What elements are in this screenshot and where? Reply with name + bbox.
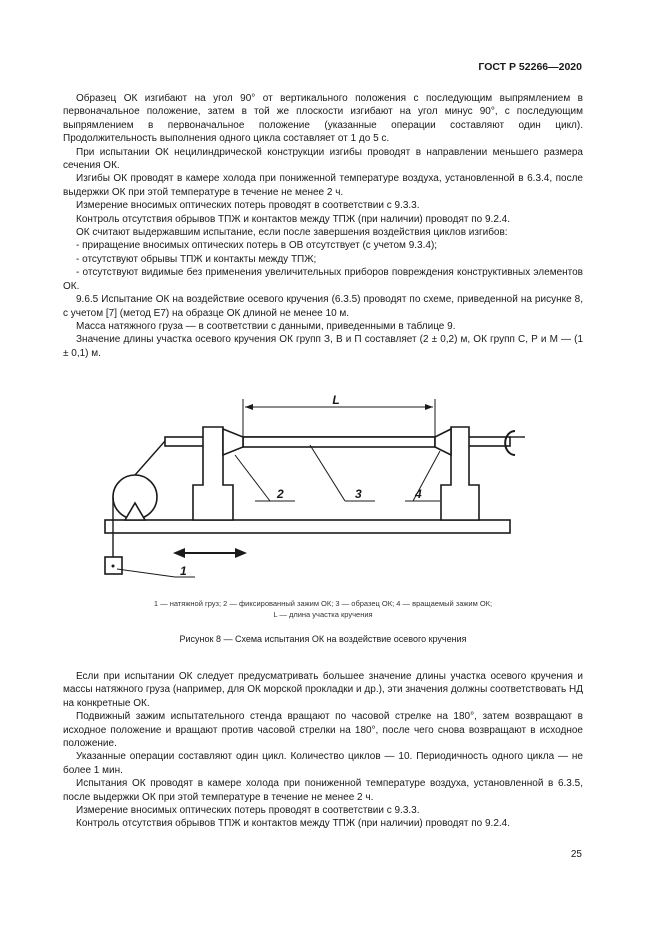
legend-line: L — длина участка кручения xyxy=(273,610,373,619)
paragraph: Изгибы ОК проводят в камере холода при пониженной температуре воздуха, установленной в 6.3.4, после выдержки ОК при этой температуре в течение не менее 2 ч. xyxy=(63,173,583,198)
label-3: 3 xyxy=(355,487,362,501)
base-plate xyxy=(105,520,510,533)
arrow-left-icon xyxy=(173,548,185,558)
paragraph: Испытания ОК проводят в камере холода при пониженной температуре воздуха, установленной в 6.3.5, после выдержки ОК при этой температуре в течение не менее 2 ч. xyxy=(63,778,583,803)
list-item: - приращение вносимых оптических потерь в ОВ отсутствует (с учетом 9.3.4); xyxy=(76,240,438,252)
cable-sample xyxy=(243,437,435,447)
paragraph: При испытании ОК нецилиндрической конструкции изгибы проводят в направлении меньшего размера сечения ОК. xyxy=(63,146,583,172)
page-number: 25 xyxy=(570,849,582,860)
label-1: 1 xyxy=(180,564,187,578)
left-clamp-cone xyxy=(223,429,243,455)
right-clamp-cone xyxy=(435,429,451,455)
paragraph: Масса натяжного груза — в соответствии с данными, приведенными в таблице 9. xyxy=(76,320,456,332)
label-2: 2 xyxy=(277,487,284,501)
paragraph: ОК считают выдержавшим испытание, если после завершения воздействия циклов изгибов: xyxy=(76,227,508,239)
paragraph: Если при испытании ОК следует предусматривать большее значение длины участка осевого кручения и массы натяжного груза (например, для ОК морской прокладки и др.), эти значения должны соответствовать НД на конкретные ОК. xyxy=(63,671,583,709)
paragraph: Значение длины участка осевого кручения ОК групп З, В и П составляет (2 ± 0,2) м, ОК групп С, Р и М — (1 ± 0,1) м. xyxy=(63,334,583,359)
paragraph: Контроль отсутствия обрывов ТПЖ и контактов между ТПЖ (при наличии) проводят по 9.2.4. xyxy=(76,213,510,225)
paragraph: Измерение вносимых оптических потерь проводят в соответствии с 9.3.3. xyxy=(76,200,420,212)
document-header: ГОСТ Р 52266—2020 xyxy=(478,61,582,73)
paragraph: Подвижный зажим испытательного стенда вращают по часовой стрелке на 180°, затем возвращают в исходное положение и вращают против часовой стрелки на 180°, после чего снова возвращают в исходное положение. xyxy=(63,711,583,750)
paragraph: 9.6.5 Испытание ОК на воздействие осевого кручения (6.3.5) проводят по схеме, приведенной на рисунке 8, с учетом [7] (метод Е7) на образце ОК длиной не менее 10 м. xyxy=(63,294,583,319)
legend-line: 1 — натяжной груз; 2 — фиксированный зажим ОК; 3 — образец ОК; 4 — вращаемый зажим ОК; xyxy=(153,599,493,608)
paragraph: Образец ОК изгибают на угол 90° от вертикального положения с последующим выпрямлением в первоначальное положение, затем в той же плоскости изгибают на угол минус 90°, с последующим выпрямлением в первоначальное положение (указанные операции составляют один цикл). Продолжительность выполнения одного цикла составляет от 1 до 5 с. xyxy=(63,93,583,145)
list-item: - отсутствуют видимые без применения увеличительных приборов повреждения конструктивных элементов ОК. xyxy=(63,267,583,292)
list-item: - отсутствуют обрывы ТПЖ и контакты между ТПЖ; xyxy=(76,253,317,265)
torsion-test-diagram xyxy=(95,385,565,585)
arrow-right-icon xyxy=(235,548,247,558)
figure-legend xyxy=(63,598,583,620)
label-L: L xyxy=(332,393,340,407)
paragraph: Контроль отсутствия обрывов ТПЖ и контактов между ТПЖ (при наличии) проводят по 9.2.4. xyxy=(76,818,510,830)
body-text-top xyxy=(63,92,583,360)
body-text-bottom xyxy=(63,670,583,831)
paragraph: Указанные операции составляют один цикл. Количество циклов — 10. Периодичность одного цикла — не более 1 мин. xyxy=(63,751,583,776)
label-4: 4 xyxy=(415,487,422,501)
paragraph: Измерение вносимых оптических потерь проводят в соответствии с 9.3.3. xyxy=(76,805,420,817)
figure-caption: Рисунок 8 — Схема испытания ОК на воздействие осевого кручения xyxy=(179,634,467,644)
